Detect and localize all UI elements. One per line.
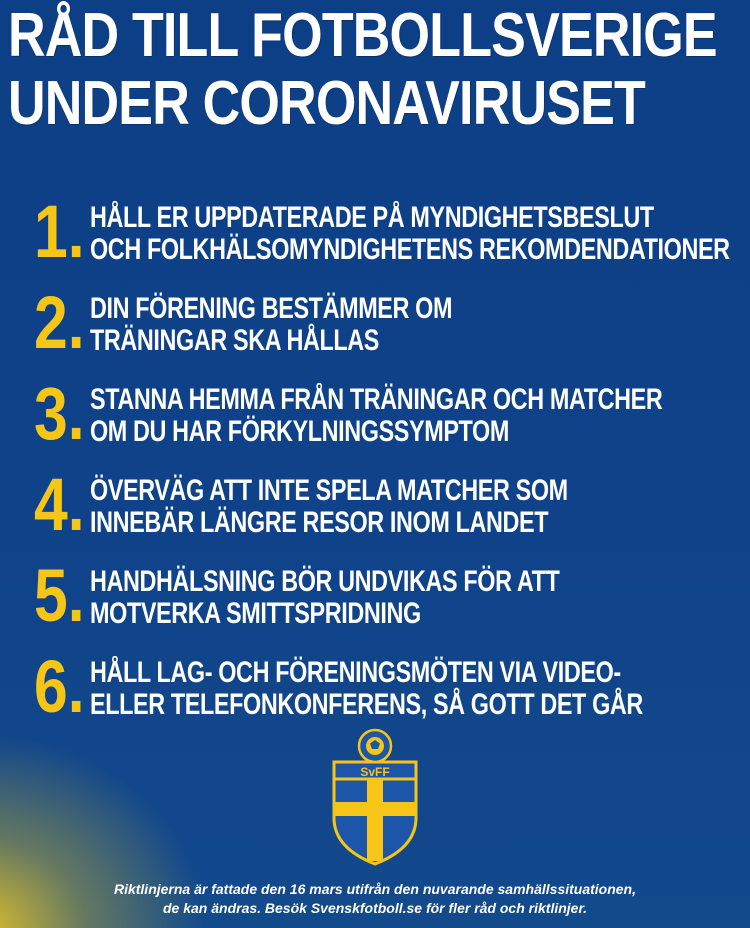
advice-text-line: HANDHÄLSNING BÖR UNDVIKAS FÖR ATT (90, 565, 560, 598)
advice-text-line: MOTVERKA SMITTSPRIDNING (90, 597, 421, 630)
advice-item (30, 281, 730, 378)
advice-text-line: OM DU HAR FÖRKYLNINGSSYMPTOM (90, 415, 509, 448)
advice-text (90, 475, 683, 539)
advice-text (90, 566, 683, 630)
advice-text-line: HÅLL ER UPPDATERADE PÅ MYNDIGHETSBESLUT (90, 201, 654, 234)
advice-list (30, 190, 730, 742)
advice-item (30, 463, 730, 560)
advice-text (90, 657, 683, 721)
advice-text (90, 384, 683, 448)
advice-number: 1. (34, 190, 85, 273)
advice-text (90, 293, 683, 357)
advice-text-line: INNEBÄR LÄNGRE RESOR INOM LANDET (90, 506, 549, 539)
advice-text-line: ÖVERVÄG ATT INTE SPELA MATCHER SOM (90, 474, 568, 507)
advice-text-line: ELLER TELEFONKONFERENS, SÅ GOTT DET GÅR (90, 688, 643, 721)
advice-item (30, 190, 730, 287)
footer-line: de kan ändras. Besök Svenskfotboll.se för fler råd och riktlinjer. (162, 900, 588, 916)
advice-number: 5. (34, 554, 85, 637)
footer-note (0, 880, 750, 918)
advice-item (30, 554, 730, 651)
advice-text (90, 201, 730, 266)
advice-number: 2. (34, 281, 85, 364)
advice-text-line: TRÄNINGAR SKA HÅLLAS (90, 324, 380, 357)
advice-text-line: DIN FÖRENING BESTÄMMER OM (90, 292, 453, 325)
title-line-1: RÅD TILL FOTBOLLSVERIGE (8, 1, 717, 70)
title-line-2: UNDER CORONAVIRUSET (8, 69, 646, 138)
advice-item (30, 372, 730, 469)
advice-text-line: HÅLL LAG- OCH FÖRENINGSMÖTEN VIA VIDEO- (90, 656, 621, 689)
advice-number: 4. (34, 463, 85, 546)
crest-text: SvFF (360, 765, 390, 779)
advice-number: 3. (34, 372, 85, 455)
advice-text-line: STANNA HEMMA FRÅN TRÄNINGAR OCH MATCHER (90, 383, 663, 416)
footer-line: Riktlinjerna är fattade den 16 mars utifrån den nuvarande samhällssituationen, (113, 881, 637, 897)
advice-number: 6. (34, 645, 85, 728)
advice-text-line: OCH FOLKHÄLSOMYNDIGHETENS REKOMDENDATIONER (90, 233, 730, 266)
page-title (8, 1, 717, 138)
svff-crest-icon (330, 726, 420, 866)
